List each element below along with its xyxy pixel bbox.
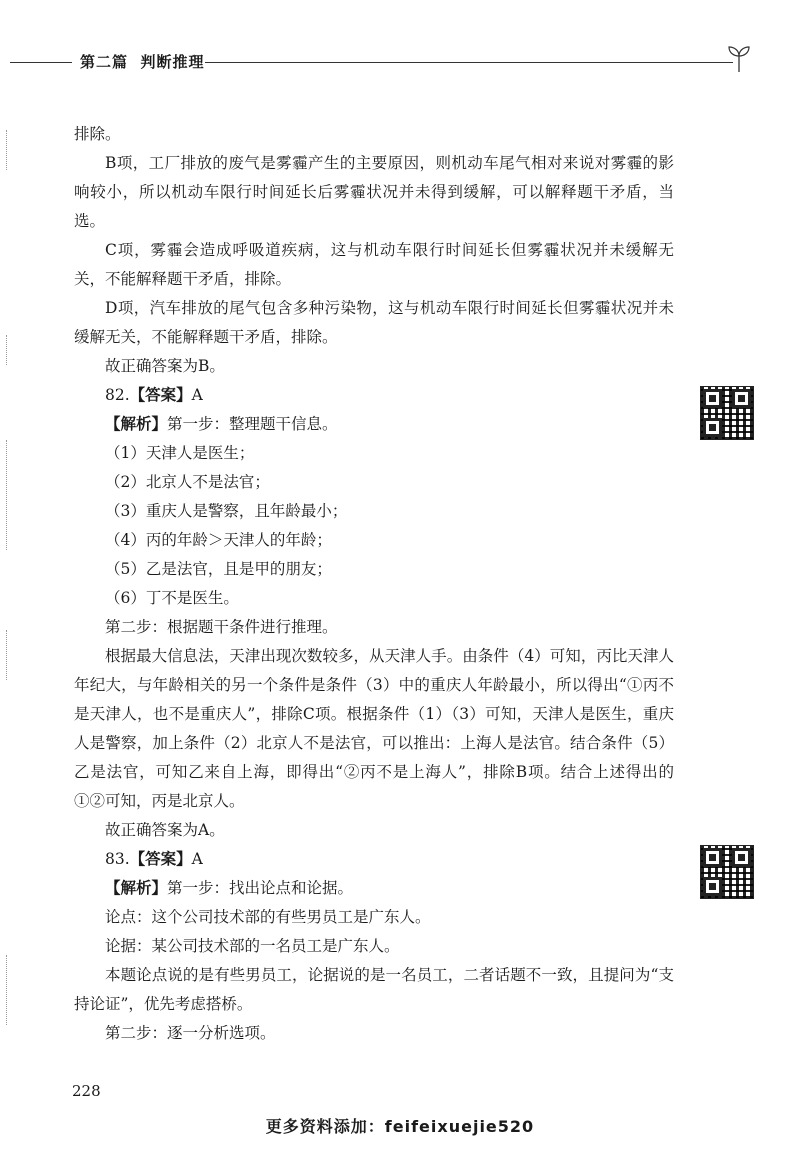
q82-analysis-label: 【解析】 bbox=[105, 415, 168, 433]
q82-answer-line bbox=[74, 381, 674, 410]
page-number: 228 bbox=[72, 1082, 101, 1100]
header-rule-left bbox=[10, 62, 72, 63]
scan-margin-mark bbox=[6, 440, 10, 550]
q83-answer-line bbox=[74, 845, 674, 874]
q83-analysis-label: 【解析】 bbox=[105, 879, 168, 897]
q82-answer: A bbox=[191, 386, 203, 404]
q82-analysis-intro: 第一步：整理题干信息。 bbox=[167, 415, 338, 433]
qr-code-icon[interactable] bbox=[700, 845, 754, 899]
q83-step2: 第二步：逐一分析选项。 bbox=[105, 1024, 276, 1042]
q82-step2: 第二步：根据题干条件进行推理。 bbox=[105, 618, 338, 636]
sprout-icon bbox=[726, 44, 752, 74]
q83-analysis-intro: 第一步：找出论点和论据。 bbox=[167, 879, 354, 897]
q82-analysis-line bbox=[74, 410, 674, 439]
paragraph: C项，雾霾会造成呼吸道疾病，这与机动车限行时间延长但雾霾状况并未缓解无关，不能解释题干矛盾，排除。 bbox=[74, 241, 674, 288]
q82-number: 82. bbox=[105, 386, 130, 404]
q83-number: 83. bbox=[105, 850, 130, 868]
q82-condition: （3）重庆人是警察，且年龄最小； bbox=[105, 502, 348, 520]
header-chapter: 判断推理 bbox=[140, 53, 205, 71]
q83-evidence: 论据：某公司技术部的一名员工是广东人。 bbox=[105, 937, 400, 955]
paragraph: 故正确答案为B。 bbox=[105, 357, 225, 375]
q82-condition: （2）北京人不是法官； bbox=[105, 473, 270, 491]
paragraph: D项，汽车排放的尾气包含多种污染物，这与机动车限行时间延长但雾霾状况并未缓解无关，不能解释题干矛盾，排除。 bbox=[74, 299, 674, 346]
q83-answer-label: 【答案】 bbox=[129, 850, 192, 868]
scan-margin-mark bbox=[6, 630, 10, 680]
qr-code-icon[interactable] bbox=[700, 386, 754, 440]
q83-comment: 本题论点说的是有些男员工，论据说的是一名员工，二者话题不一致，且提问为“支持论证”，优先考虑搭桥。 bbox=[74, 966, 674, 1013]
scan-margin-mark bbox=[6, 955, 10, 1025]
header-section: 第二篇 bbox=[80, 53, 129, 71]
paragraph: 排除。 bbox=[74, 125, 121, 143]
q83-answer: A bbox=[191, 850, 203, 868]
q82-condition: （1）天津人是医生； bbox=[105, 444, 255, 462]
paragraph: B项，工厂排放的废气是雾霾产生的主要原因，则机动车尾气相对来说对雾霾的影响较小，所以机动车限行时间延长后雾霾状况并未得到缓解，可以解释题干矛盾，当选。 bbox=[74, 154, 674, 230]
q83-analysis-line bbox=[74, 874, 674, 903]
q82-conclusion: 故正确答案为A。 bbox=[105, 821, 225, 839]
header-rule-right bbox=[205, 62, 733, 63]
q83-point: 论点：这个公司技术部的有些男员工是广东人。 bbox=[105, 908, 431, 926]
q82-reasoning: 根据最大信息法，天津出现次数较多，从天津人手。由条件（4）可知，丙比天津人年纪大，与年龄相关的另一个条件是条件（3）中的重庆人年龄最小，所以得出“①丙不是天津人，也不是重庆人”，排除C项。根据条件（1）（3）可知，天津人是医生，重庆人是警察，加上条件（2）北京人不是法官，可以推出：上海人是法官。结合条件（5）乙是法官，可知乙来自上海，即得出“②丙不是上海人”，排除B项。结合上述得出的①②可知，丙是北京人。 bbox=[74, 647, 674, 810]
q82-condition: （6）丁不是医生。 bbox=[105, 589, 239, 607]
q82-condition: （5）乙是法官，且是甲的朋友； bbox=[105, 560, 332, 578]
page-header bbox=[10, 44, 750, 80]
page-content bbox=[74, 120, 674, 1048]
header-title bbox=[80, 51, 204, 72]
scan-margin-mark bbox=[6, 130, 10, 170]
q82-answer-label: 【答案】 bbox=[129, 386, 192, 404]
scan-margin-mark bbox=[6, 335, 10, 365]
footer-note: 更多资料添加：feifeixuejie520 bbox=[265, 1117, 535, 1136]
q82-condition: （4）丙的年龄＞天津人的年龄； bbox=[105, 531, 332, 549]
